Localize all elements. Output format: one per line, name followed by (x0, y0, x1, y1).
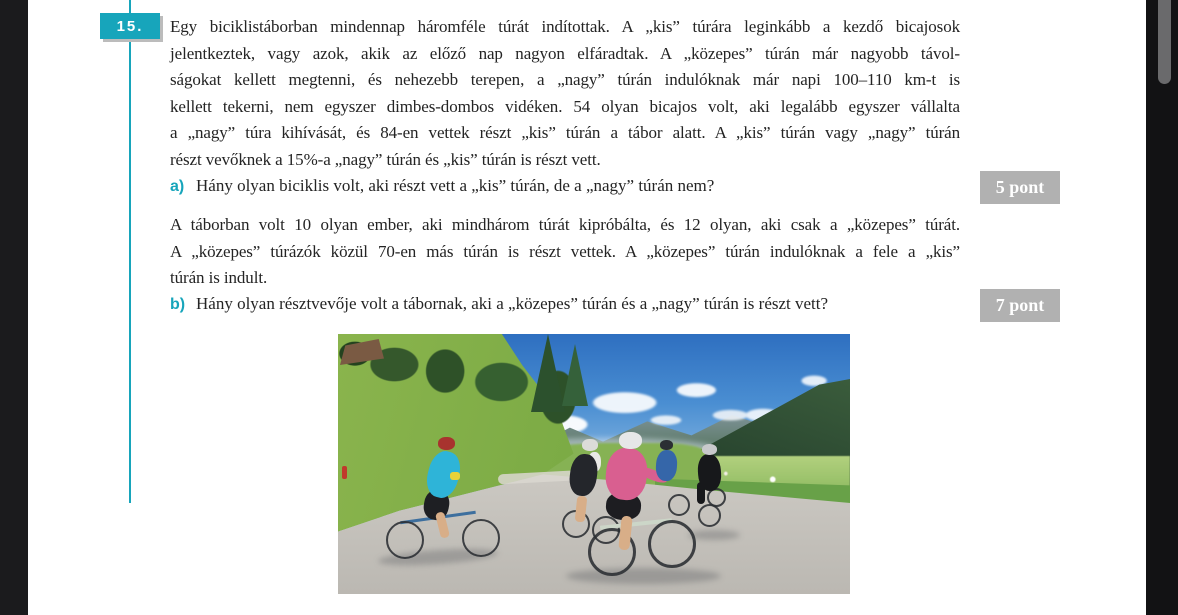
rider-helmet (660, 440, 673, 450)
scrollbar-thumb[interactable] (1158, 0, 1171, 84)
text-line: ságokat kellett megtenni, és nehezebb terepen, a „nagy” túrán indulóknak már napi 100–110 km-t is (170, 70, 960, 89)
text-line: jelentkeztek, vagy azok, akik az előző nap nagyon elfáradtak. A „közepes” túrán már nagyobb távol- (170, 43, 960, 63)
right-black-bar (1146, 0, 1178, 615)
text-line: kellett tekerni, nem egyszer dimbes-dombos vidéken. 54 olyan bicajos volt, aki legalább egyszer vállalta (170, 96, 960, 116)
points-a-label: 5 pont (995, 177, 1045, 197)
problem-accent-line (129, 0, 131, 503)
rider-helmet (438, 437, 455, 450)
bike-wheel (668, 494, 690, 516)
jersey-stripe (450, 472, 460, 480)
points-b-label: 7 pont (995, 295, 1045, 315)
points-badge-b (980, 289, 1060, 322)
rider-helmet (702, 444, 717, 455)
problem-number-badge (100, 13, 160, 39)
text-line: túrán is indult. (170, 268, 268, 287)
question-b-text: Hány olyan résztvevője volt a tábornak, aki a „közepes” túrán és a „nagy” túrán is részt vett? (196, 294, 829, 313)
bike-wheel (648, 520, 696, 568)
rider-helmet (619, 432, 642, 449)
text-line: a „nagy” túra kihívását, és 84-en vettek részt „kis” túrán a tábor alatt. A „kis” túrán vagy „nagy” túrán (170, 123, 960, 142)
question-b-marker: b) (170, 296, 186, 313)
bike-wheel (386, 521, 424, 559)
text-line: Egy biciklistáborban mindennap háromféle túrát indítottak. A „kis” túrára leginkább a kezdő bicajosok (170, 17, 960, 36)
text-line: A táborban volt 10 olyan ember, aki mindhárom túrát kipróbálta, és 12 olyan, aki csak a „közepes” túrát. (170, 215, 960, 234)
cyclists-photo (338, 334, 850, 594)
question-a (170, 173, 960, 201)
rider-helmet (582, 439, 598, 451)
question-b (170, 291, 960, 319)
bike-wheel (698, 504, 721, 527)
bike-shadow (688, 530, 740, 540)
left-black-bar (0, 0, 28, 615)
bike-shadow (566, 568, 721, 584)
photo-hiker (342, 466, 347, 479)
text-line: A „közepes” túrázók közül 70-en más túrán is részt vettek. A „közepes” túrán indulóknak a fele a „kis” (170, 241, 960, 261)
middle-paragraph (170, 212, 960, 292)
question-a-text: Hány olyan biciklis volt, aki részt vett a „kis” túrán, de a „nagy” túrán nem? (196, 176, 715, 195)
text-line: részt vevőknek a 15%-a „nagy” túrán és „kis” túrán is részt vett. (170, 149, 601, 169)
bike-wheel (462, 519, 500, 557)
question-a-marker: a) (170, 178, 185, 195)
intro-paragraph (170, 14, 960, 173)
problem-number: 15. (116, 17, 144, 35)
points-badge-a (980, 171, 1060, 204)
